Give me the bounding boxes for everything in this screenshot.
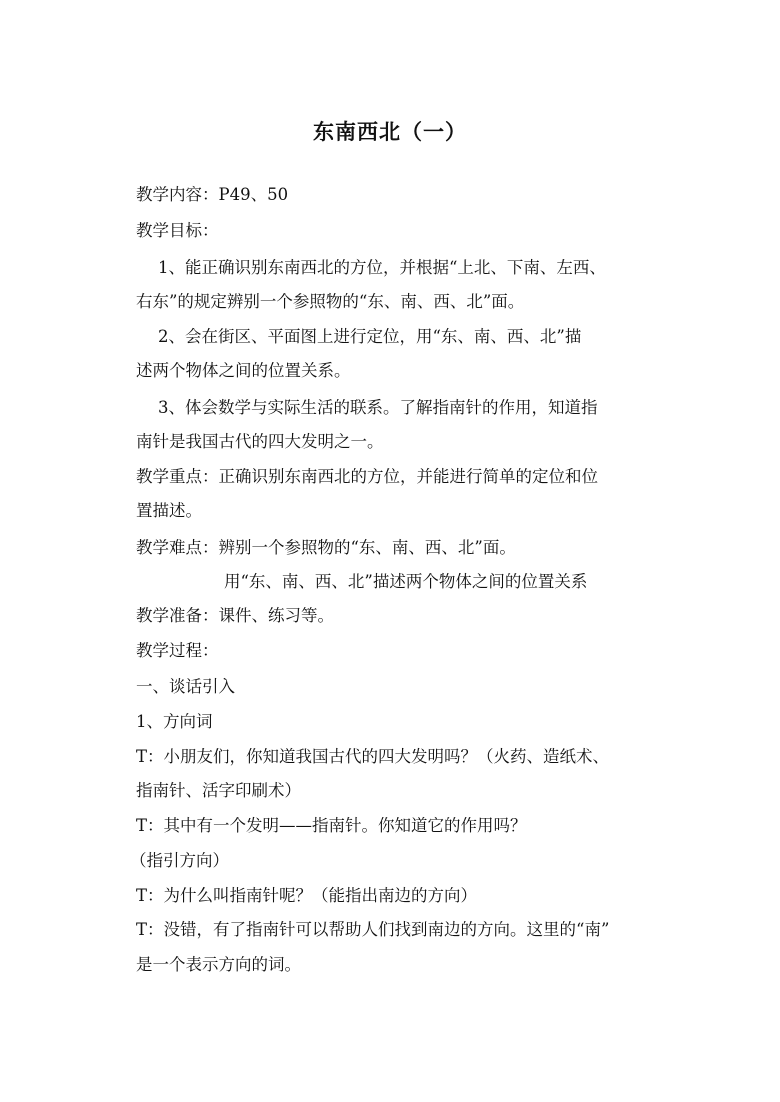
dialogue-4-line-2: 是一个表示方向的词。 bbox=[136, 955, 301, 974]
page-title: 东南西北（一） bbox=[313, 120, 467, 144]
process-heading: 教学过程： bbox=[136, 641, 219, 660]
dialogue-1-line-1: T：小朋友们，你知道我国古代的四大发明吗？（火药、造纸术、 bbox=[136, 747, 610, 766]
key-points-line-2: 置描述。 bbox=[136, 501, 202, 520]
goal-3-line-1: 3、体会数学与实际生活的联系。了解指南针的作用，知道指 bbox=[158, 398, 598, 417]
key-points-line-1: 教学重点：正确识别东南西北的方位，并能进行简单的定位和位 bbox=[136, 467, 598, 486]
difficulties-line-2: 用“东、南、西、北”描述两个物体之间的位置关系 bbox=[224, 572, 588, 591]
goal-1-line-2: 右东”的规定辨别一个参照物的“东、南、西、北”面。 bbox=[136, 292, 525, 311]
section-1-heading: 一、谈话引入 bbox=[136, 677, 235, 696]
goal-3-line-2: 南针是我国古代的四大发明之一。 bbox=[136, 432, 384, 451]
difficulties-line-1: 教学难点：辨别一个参照物的“东、南、西、北”面。 bbox=[136, 538, 516, 557]
dialogue-1-line-2: 指南针、活字印刷术） bbox=[136, 781, 301, 800]
dialogue-3-line: T：为什么叫指南针呢？（能指出南边的方向） bbox=[136, 886, 478, 905]
subsection-1-heading: 1、方向词 bbox=[136, 712, 213, 731]
goal-2-line-1: 2、会在街区、平面图上进行定位，用“东、南、西、北”描 bbox=[158, 327, 582, 346]
teaching-goals-heading: 教学目标： bbox=[136, 221, 219, 240]
goal-2-line-2: 述两个物体之间的位置关系。 bbox=[136, 361, 351, 380]
dialogue-2-answer: （指引方向） bbox=[130, 851, 229, 870]
dialogue-2-line: T：其中有一个发明——指南针。你知道它的作用吗？ bbox=[136, 816, 527, 835]
teaching-content-line: 教学内容：P49、50 bbox=[136, 185, 289, 204]
goal-1-line-1: 1、能正确识别东南西北的方位，并根据“上北、下南、左西、 bbox=[158, 258, 606, 277]
preparation-line: 教学准备：课件、练习等。 bbox=[136, 606, 334, 625]
dialogue-4-line-1: T：没错，有了指南针可以帮助人们找到南边的方向。这里的“南” bbox=[136, 920, 610, 939]
